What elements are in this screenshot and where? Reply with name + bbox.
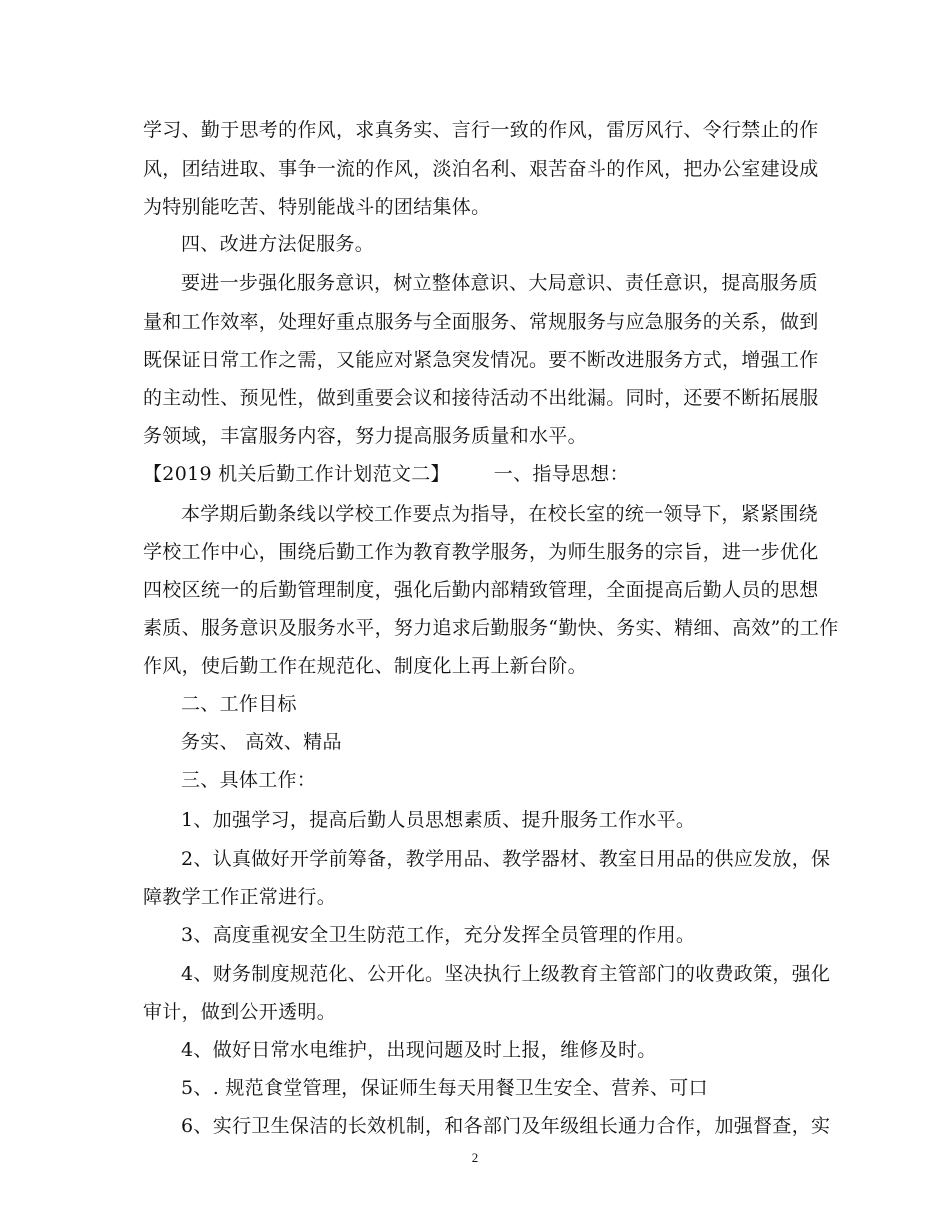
list-item-continuation: 障教学工作正常进行。	[143, 886, 337, 908]
body-text-line: 既保证日常工作之需，又能应对紧急突发情况。要不断改进服务方式，增强工作	[143, 349, 819, 371]
body-text-line: 的主动性、预见性，做到重要会议和接待活动不出纰漏。同时，还要不断拓展服	[143, 387, 819, 409]
list-item: 2、认真做好开学前筹备，教学用品、教学器材、教室日用品的供应发放，保	[181, 848, 831, 870]
list-item: 4、财务制度规范化、公开化。坚决执行上级教育主管部门的收费政策，强化	[181, 963, 831, 985]
body-text-line: 四校区统一的后勤管理制度，强化后勤内部精致管理，全面提高后勤人员的思想	[143, 579, 819, 601]
body-text-line: 量和工作效率，处理好重点服务与全面服务、常规服务与应急服务的关系，做到	[143, 311, 819, 333]
body-text-line: 要进一步强化服务意识，树立整体意识、大局意识、责任意识，提高服务质	[181, 272, 818, 294]
body-text-line: 作风，使后勤工作在规范化、制度化上再上新台阶。	[143, 655, 587, 677]
list-item: 4、做好日常水电维护，出现问题及时上报，维修及时。	[181, 1039, 657, 1061]
body-text-line: 务实、 高效、精品	[181, 731, 342, 753]
body-text-line: 务领域，丰富服务内容，努力提高服务质量和水平。	[143, 425, 587, 447]
body-text-line: 学习、勤于思考的作风，求真务实、言行一致的作风，雷厉风行、令行禁止的作	[143, 119, 819, 141]
list-item-continuation: 审计，做到公开透明。	[143, 1001, 337, 1023]
body-text-line: 为特别能吃苦、特别能战斗的团结集体。	[143, 196, 491, 218]
section-heading: 二、工作目标	[181, 693, 297, 715]
section-title-line	[143, 462, 629, 486]
body-text-line: 风，团结进取、事争一流的作风，淡泊名利、艰苦奋斗的作风，把办公室建设成	[143, 158, 819, 180]
section-heading: 三、具体工作：	[181, 769, 317, 791]
body-text-line: 素质、服务意识及服务水平，努力追求后勤服务“勤快、务实、精细、高效”的工作	[143, 617, 839, 639]
body-text-line: 学校工作中心，围绕后勤工作为教育教学服务，为师生服务的宗旨，进一步优化	[143, 541, 819, 563]
list-item: 5、. 规范食堂管理，保证师生每天用餐卫生安全、营养、可口	[181, 1077, 708, 1099]
list-item: 1、加强学习，提高后勤人员思想素质、提升服务工作水平。	[181, 809, 696, 831]
section-title: 【2019 机关后勤工作计划范文二】	[143, 463, 450, 485]
body-text-line: 本学期后勤条线以学校工作要点为指导，在校长室的统一领导下，紧紧围绕	[181, 503, 818, 525]
section-heading: 四、改进方法促服务。	[181, 233, 375, 255]
section-subtitle: 一、指导思想：	[493, 463, 629, 485]
list-item: 3、高度重视安全卫生防范工作，充分发挥全员管理的作用。	[181, 924, 696, 946]
list-item: 6、实行卫生保洁的长效机制，和各部门及年级组长通力合作，加强督查，实	[181, 1115, 831, 1137]
page-number: 2	[471, 1150, 479, 1165]
